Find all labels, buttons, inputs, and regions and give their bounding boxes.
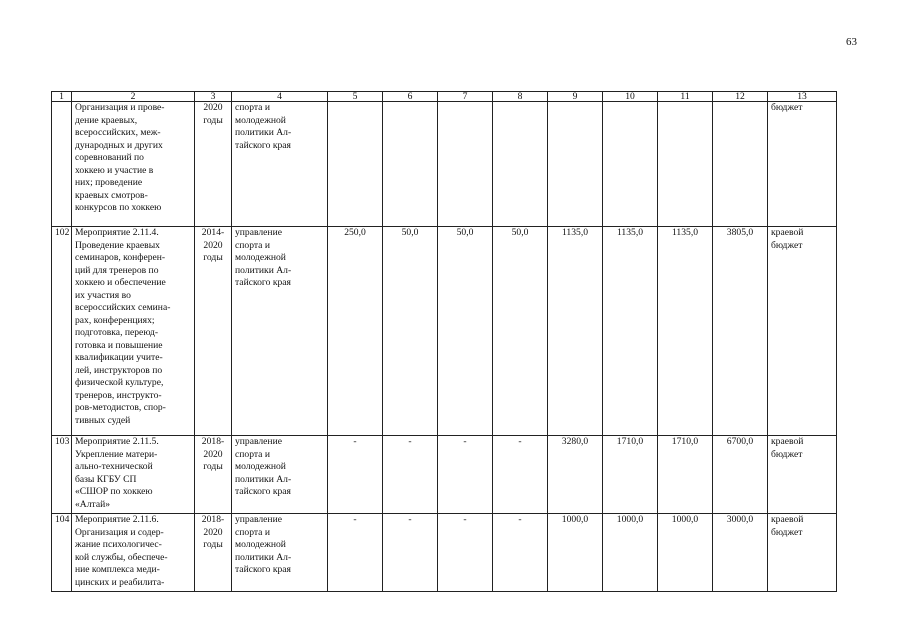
value-col5	[328, 102, 383, 227]
period: 2014- 2020 годы	[195, 227, 232, 436]
value-col7: 50,0	[438, 227, 493, 436]
value-col9: 3280,0	[548, 436, 603, 514]
value-col6: 50,0	[383, 227, 438, 436]
value-col11: 1135,0	[658, 227, 713, 436]
value-col12: 3000,0	[713, 514, 768, 592]
value-col10: 1000,0	[603, 514, 658, 592]
executor: управление спорта и молодежной политики Ал- тайского края	[232, 227, 328, 436]
header-cell: 13	[768, 92, 837, 102]
period: 2018- 2020 годы	[195, 514, 232, 592]
value-col9	[548, 102, 603, 227]
row-number	[52, 102, 72, 227]
value-col10	[603, 102, 658, 227]
header-cell: 1	[52, 92, 72, 102]
value-col7: -	[438, 436, 493, 514]
header-cell: 5	[328, 92, 383, 102]
value-col12: 3805,0	[713, 227, 768, 436]
table-row	[52, 102, 837, 227]
measure-name: Организация и прове- дение краевых, всероссийских, меж- дународных и других соревнований по хоккею и участие в них; проведение краевых смотров- конкурсов по хоккею	[72, 102, 195, 227]
value-col12	[713, 102, 768, 227]
value-col6: -	[383, 436, 438, 514]
value-col8: -	[493, 514, 548, 592]
row-number: 104	[52, 514, 72, 592]
header-cell: 4	[232, 92, 328, 102]
measure-name: Мероприятие 2.11.4. Проведение краевых семинаров, конферен- ций для тренеров по хоккею и обеспечение их участия во всероссийских семина- рах, конференциях; подготовка, переюд- готовка и повышение квалификации учите- лей, инструкторов по физической культуре, тренеров, инструкто- ров-методистов, спор- тивных судей	[72, 227, 195, 436]
header-cell: 11	[658, 92, 713, 102]
header-cell: 10	[603, 92, 658, 102]
header-cell: 12	[713, 92, 768, 102]
funding-source: краевой бюджет	[768, 436, 837, 514]
funding-source: бюджет	[768, 102, 837, 227]
value-col6	[383, 102, 438, 227]
value-col7	[438, 102, 493, 227]
header-cell: 8	[493, 92, 548, 102]
program-table	[51, 91, 837, 592]
value-col11: 1710,0	[658, 436, 713, 514]
value-col10: 1710,0	[603, 436, 658, 514]
period: 2020 годы	[195, 102, 232, 227]
header-cell: 3	[195, 92, 232, 102]
header-cell: 6	[383, 92, 438, 102]
value-col5: -	[328, 436, 383, 514]
executor: спорта и молодежной политики Ал- тайского края	[232, 102, 328, 227]
table-row	[52, 227, 837, 436]
header-cell: 2	[72, 92, 195, 102]
value-col5: -	[328, 514, 383, 592]
value-col11	[658, 102, 713, 227]
value-col11: 1000,0	[658, 514, 713, 592]
value-col5: 250,0	[328, 227, 383, 436]
value-col10: 1135,0	[603, 227, 658, 436]
value-col6: -	[383, 514, 438, 592]
table-row	[52, 514, 837, 592]
funding-source: краевой бюджет	[768, 227, 837, 436]
value-col7: -	[438, 514, 493, 592]
header-cell: 7	[438, 92, 493, 102]
executor: управление спорта и молодежной политики Ал- тайского края	[232, 436, 328, 514]
period: 2018- 2020 годы	[195, 436, 232, 514]
value-col8: -	[493, 436, 548, 514]
value-col8	[493, 102, 548, 227]
row-number: 103	[52, 436, 72, 514]
value-col9: 1000,0	[548, 514, 603, 592]
measure-name: Мероприятие 2.11.6. Организация и содер- жание психологичес- кой службы, обеспече- ние комплекса меди- цинских и реабилита-	[72, 514, 195, 592]
funding-source: краевой бюджет	[768, 514, 837, 592]
value-col12: 6700,0	[713, 436, 768, 514]
executor: управление спорта и молодежной политики Ал- тайского края	[232, 514, 328, 592]
header-cell: 9	[548, 92, 603, 102]
value-col9: 1135,0	[548, 227, 603, 436]
row-number: 102	[52, 227, 72, 436]
measure-name: Мероприятие 2.11.5. Укрепление матери- ально-технической базы КГБУ СП «СШОР по хоккею «Алтай»	[72, 436, 195, 514]
table-header-row	[52, 92, 837, 102]
table-row	[52, 436, 837, 514]
value-col8: 50,0	[493, 227, 548, 436]
page-number: 63	[846, 36, 857, 48]
